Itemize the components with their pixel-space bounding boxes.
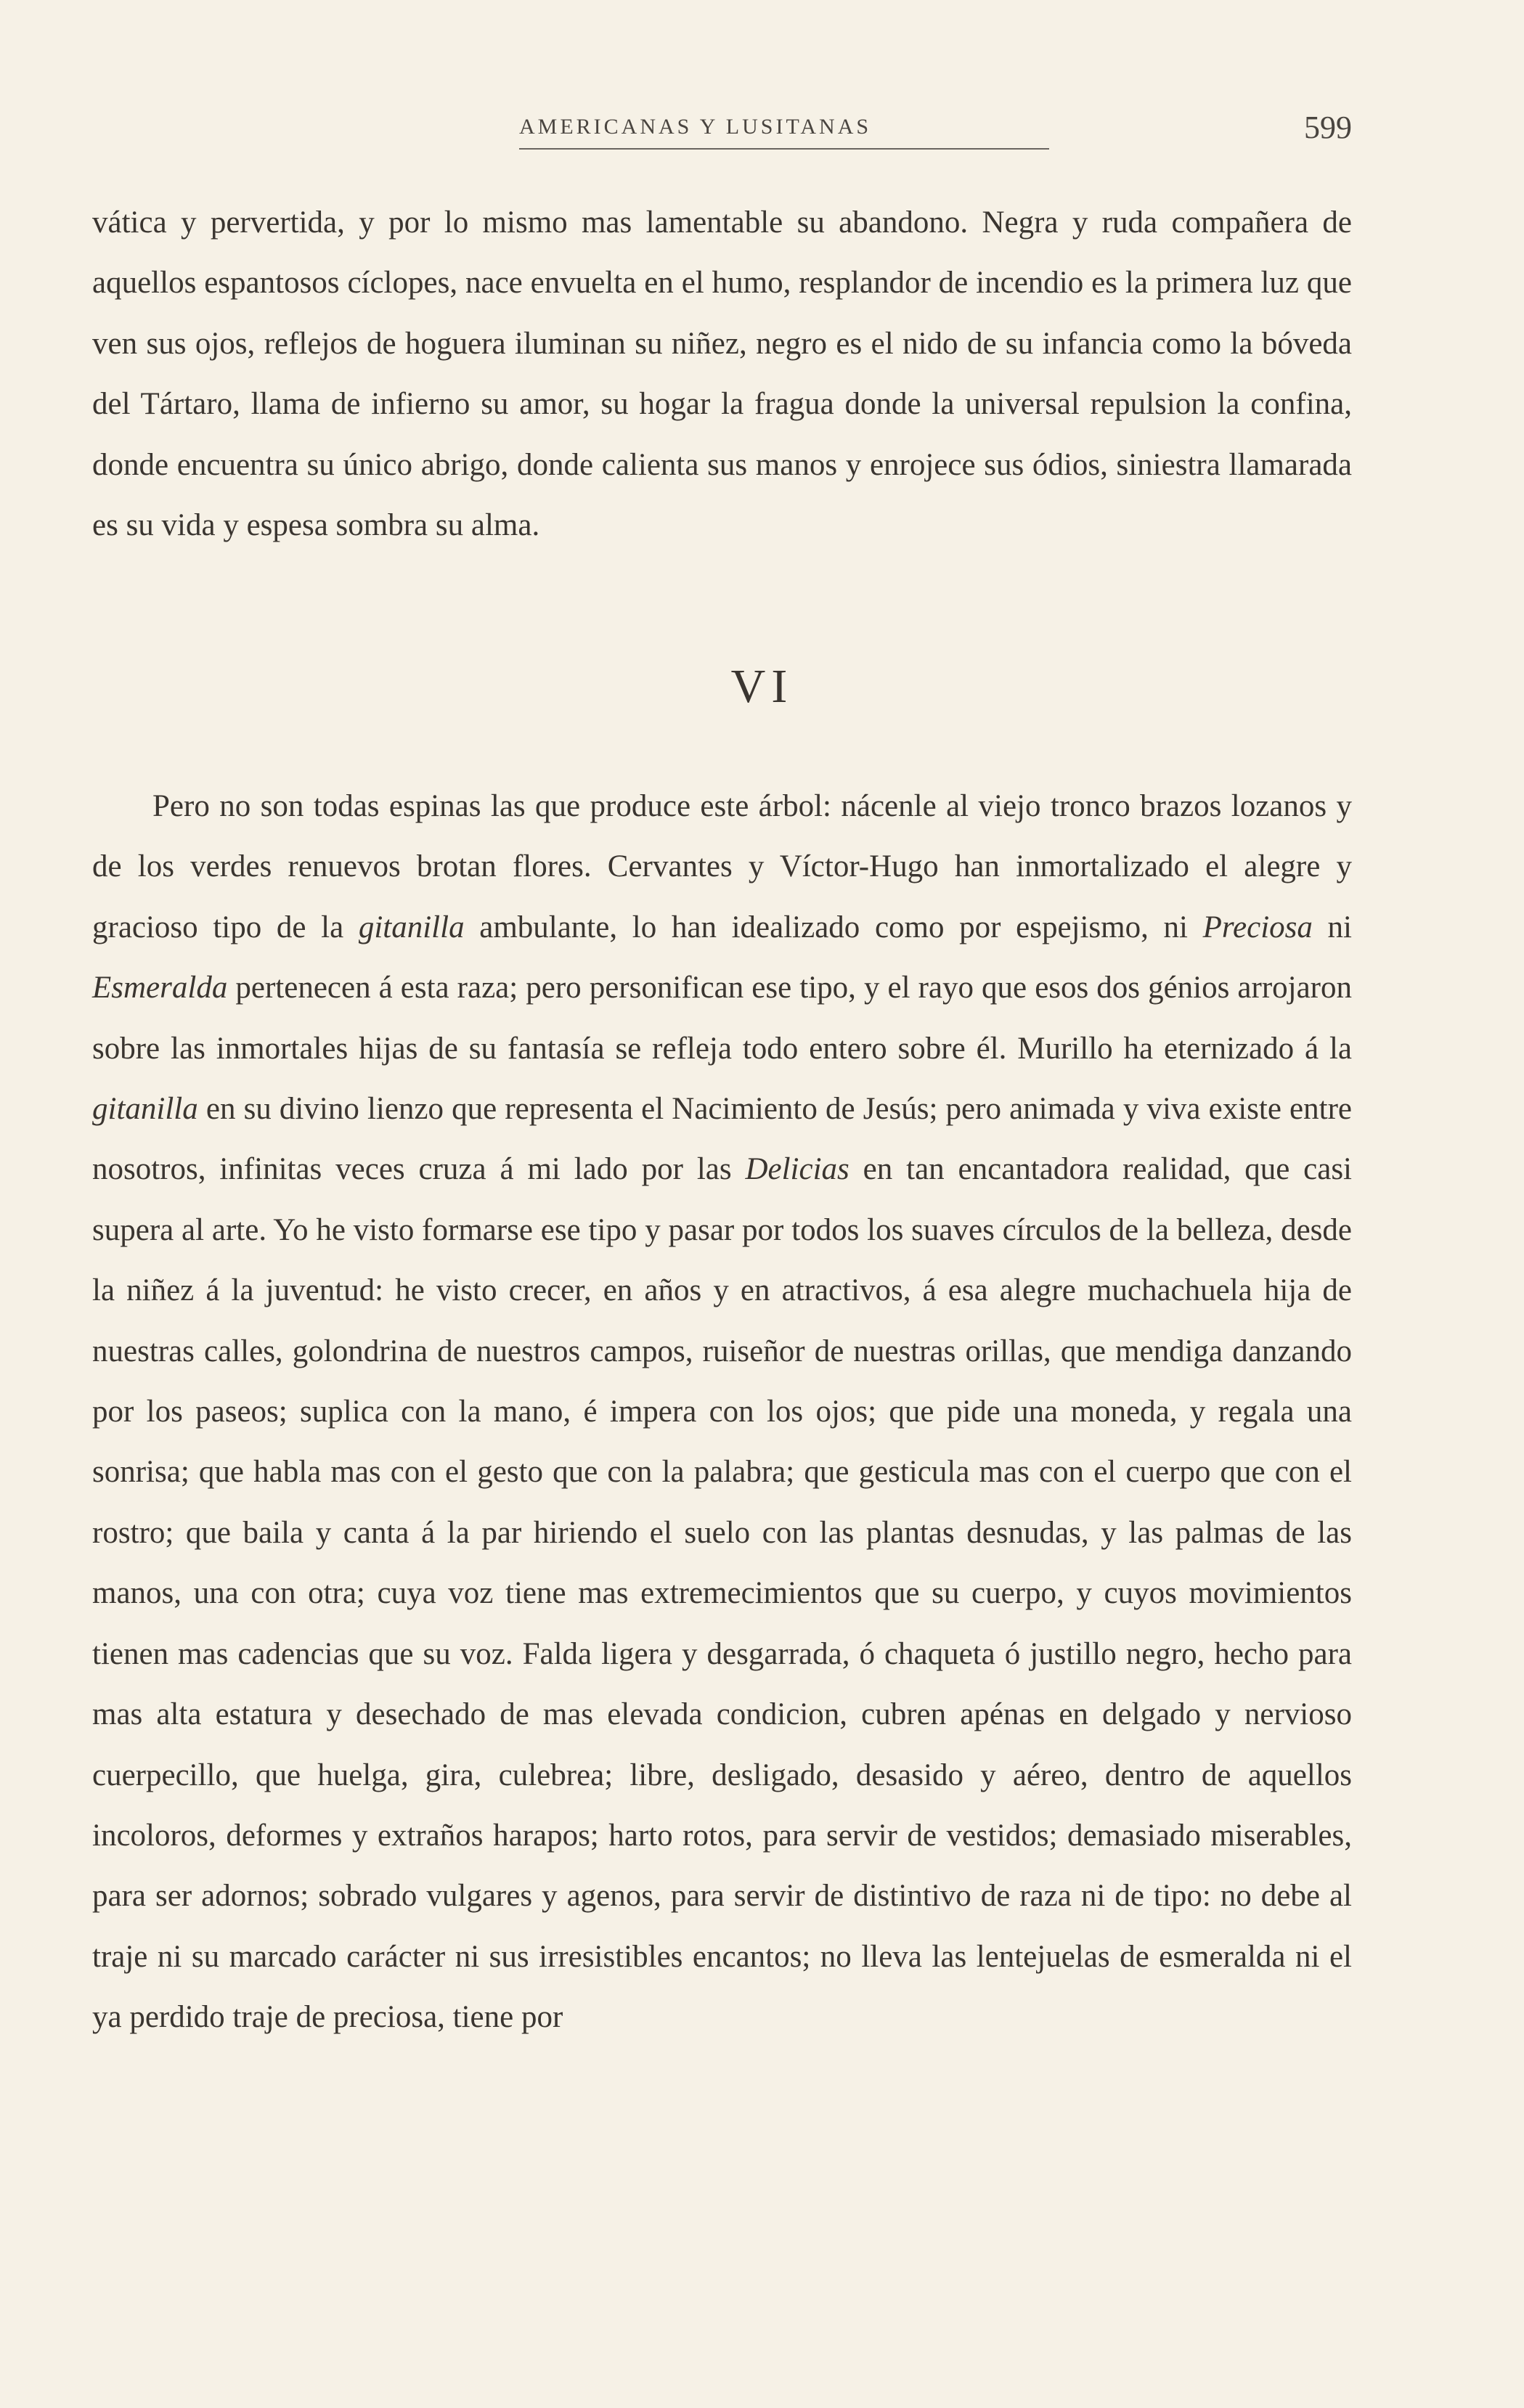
section-heading: VI: [730, 660, 794, 713]
text-run: en tan encantadora realidad, que casi supera al arte. Yo he visto formarse ese tipo y pasar por todos los suaves círculos de la belleza, desde la niñez á la juventud: he visto crecer, en años y en atractivos, á esa alegre muchachuela hija de nuestras calles, golondrina de nuestros campos, ruiseñor de nuestras orillas, que mendiga danzando por los paseos; suplica con la mano, é impera con los ojos; que pide una moneda, y regala una sonrisa; que habla mas con el gesto que con la palabra; que gesticula mas con el cuerpo que con el rostro; que baila y canta á la par hiriendo el suelo con las plantas desnudas, y las palmas de las manos, una con otra; cuya voz tiene mas extremecimientos que su cuerpo, y cuyos movimientos tienen mas cadencias que su voz. Falda ligera y desgarrada, ó chaqueta ó justillo negro, hecho para mas alta estatura y desechado de mas elevada condicion, cubren apénas en delgado y nervioso cuerpecillo, que huelga, gira, culebrea; libre, desligado, desasido y aéreo, dentro de aquellos incoloros, deformes y extraños harapos; harto rotos, para servir de vestidos; demasiado miserables, para ser adornos; sobrado vulgares y agenos, para servir de distintivo de raza ni de tipo: no debe al traje ni su marcado carácter ni sus irresistibles encantos; no lleva las lentejuelas de esmeralda ni el ya perdido traje de preciosa, tiene por: [92, 1152, 1353, 2035]
italic-term: Esmeralda: [92, 971, 228, 1005]
italic-term: Preciosa: [1202, 910, 1313, 944]
text-run: Pero no son todas espinas las que produce este árbol: nácenle al viejo tronco brazos lozanos y de los verdes renuevos brotan flores. Cervantes y Víctor-Hugo han inmortalizado el alegre y gracioso tipo de la: [92, 789, 1352, 944]
text-run: ambulante, lo han idealizado como por espejismo, ni: [464, 910, 1203, 944]
paragraph-text: [92, 776, 1352, 2048]
text-run: pertenecen á esta raza; pero personifican ese tipo, y el rayo que esos dos génios arrojaron sobre las inmortales hijas de su fantasía se refleja todo entero sobre él. Murillo ha eternizado á la: [92, 971, 1352, 1066]
paragraph-text: vática y pervertida, y por lo mismo mas lamentable su abandono. Negra y ruda compañera de aquellos espantosos cíclopes, nace envuelta en el humo, resplandor de incendio es la primera luz que ven sus ojos, reflejos de hoguera iluminan su niñez, negro es el nido de su infancia como la bóveda del Tártaro, llama de infierno su amor, su hogar la fragua donde la universal repulsion la confina, donde encuentra su único abrigo, donde calienta sus manos y enrojece sus ódios, siniestra llamarada es su vida y espesa sombra su alma.: [92, 205, 1352, 543]
continued-paragraph: [92, 192, 1352, 555]
header-rule: [519, 148, 1049, 150]
italic-term: Delicias: [745, 1152, 849, 1187]
text-run: ni: [1312, 910, 1352, 944]
running-title: AMERICANAS Y LUSITANAS: [519, 115, 872, 139]
text-run: en su divino lienzo que representa el Nacimiento de Jesús; pero animada y viva existe entre nosotros, infinitas veces cruza á mi lado por las: [92, 1092, 1352, 1187]
page-number: 599: [1304, 110, 1352, 145]
italic-term: gitanilla: [92, 1092, 198, 1127]
running-head: [92, 110, 1352, 158]
section-paragraph: [92, 776, 1352, 2048]
italic-term: gitanilla: [358, 910, 465, 944]
